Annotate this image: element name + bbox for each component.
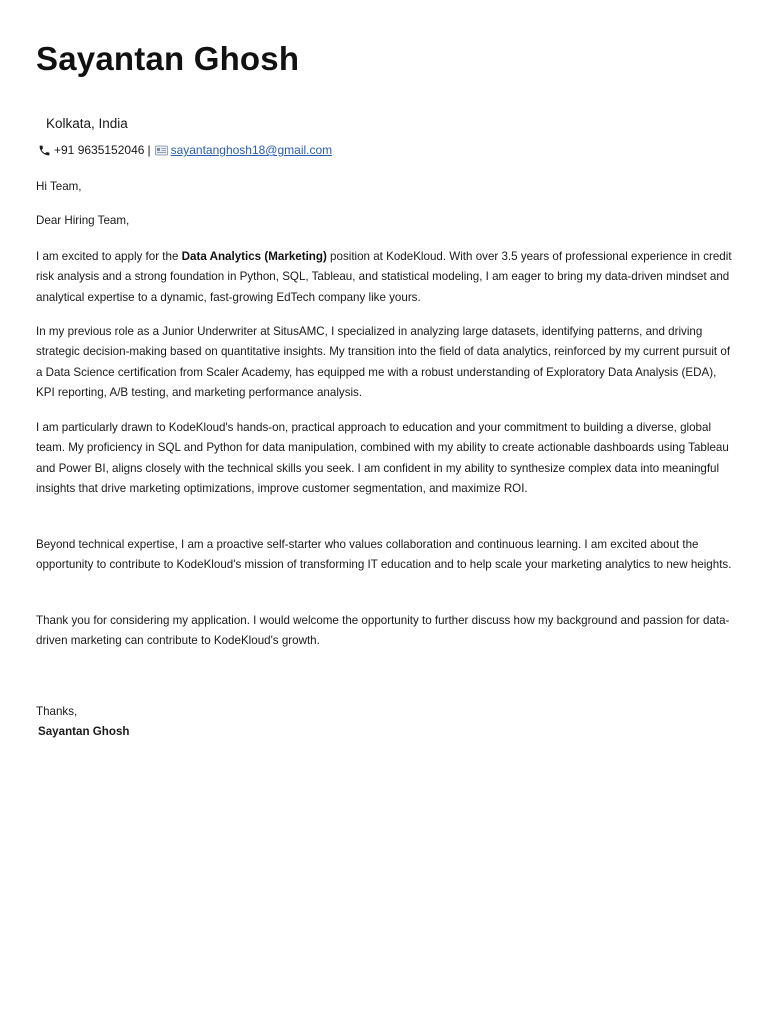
phone-number: +91 9635152046	[54, 143, 145, 157]
email-icon	[155, 145, 168, 156]
paragraph-intro-start: I am excited to apply for the	[36, 250, 182, 263]
salutation: Dear Hiring Team,	[36, 214, 130, 227]
paragraph-closing: Thank you for considering my application. I would welcome the opportunity to further discuss how my background and passion for data-driven marketing can contribute to KodeKloud's growth.	[36, 614, 730, 648]
position-title: Data Analytics (Marketing)	[181, 250, 327, 263]
applicant-name: Sayantan Ghosh	[36, 40, 300, 77]
greeting: Hi Team,	[36, 180, 82, 193]
paragraph-intro-end: position at KodeKloud. With over 3.5 years of professional experience in credit risk analysis and a strong foundation in Python, SQL, Tableau, and statistical modeling, I am eager to bring my data-driven mindset and analytical expertise to a dynamic, fast-growing EdTech company like yours.	[36, 250, 732, 304]
paragraph-intro	[36, 247, 732, 308]
email-link[interactable]: sayantanghosh18@gmail.com	[170, 143, 333, 157]
signature-name: Sayantan Ghosh	[38, 725, 130, 738]
paragraph-experience: In my previous role as a Junior Underwriter at SitusAMC, I specialized in analyzing large datasets, identifying patterns, and driving strategic decision-making based on quantitative insights. My transition into the field of data analytics, reinforced by my current pursuit of a Data Science certification from Scaler Academy, has equipped me with a robust understanding of Exploratory Data Analysis (EDA), KPI reporting, A/B testing, and marketing performance analysis.	[36, 325, 731, 399]
contact-line	[38, 143, 332, 157]
contact-separator: |	[147, 143, 151, 157]
location-text: Kolkata, India	[46, 116, 128, 131]
paragraph-soft-skills: Beyond technical expertise, I am a proactive self-starter who values collaboration and continuous learning. I am excited about the opportunity to contribute to KodeKloud's mission of transforming IT education and to help scale your marketing analytics to new heights.	[36, 538, 732, 572]
closing-thanks: Thanks,	[36, 705, 78, 718]
paragraph-motivation: I am particularly drawn to KodeKloud's hands-on, practical approach to education and your commitment to building a diverse, global team. My proficiency in SQL and Python for data manipulation, combined with my ability to create actionable dashboards using Tableau and Power BI, aligns closely with the technical skills you seek. I am confident in my ability to synthesize complex data into meaningful insights that drive marketing optimizations, improve customer segmentation, and maximize ROI.	[36, 421, 729, 495]
phone-icon	[38, 144, 51, 157]
